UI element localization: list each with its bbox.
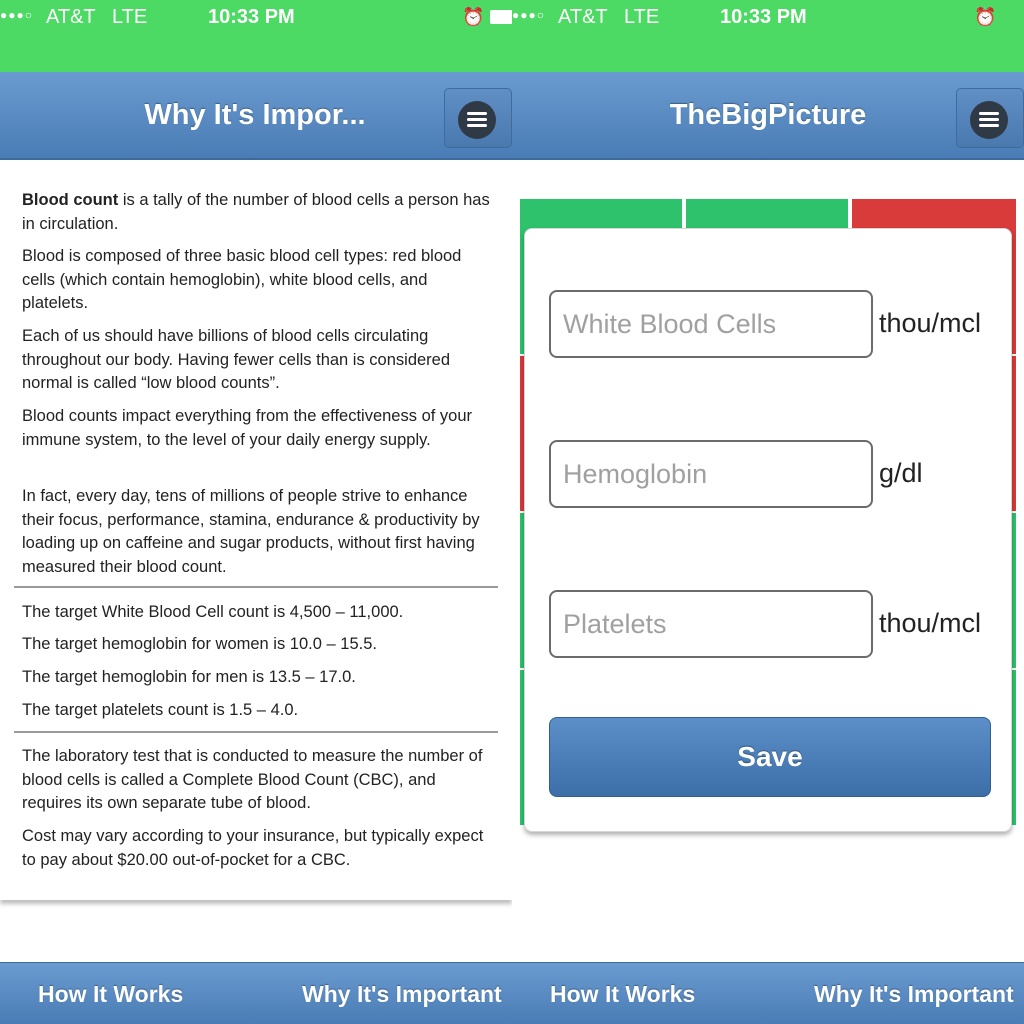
status-time: 10:33 PM bbox=[208, 6, 295, 28]
menu-button[interactable] bbox=[956, 88, 1024, 148]
platelets-unit-label: thou/mcl bbox=[879, 608, 982, 638]
tab-bar bbox=[0, 962, 512, 1024]
alarm-clock-icon: ⏰ bbox=[974, 7, 997, 27]
header-bar bbox=[512, 72, 1024, 160]
target-hemoglobin-women: The target hemoglobin for women is 10.0 – 15.5. bbox=[22, 635, 377, 653]
big-picture-screen bbox=[512, 0, 1024, 1024]
paragraph-blood-count bbox=[22, 189, 492, 236]
paragraph-impact: Blood counts impact everything from the effectiveness of your immune system, to the level of your daily energy supply. bbox=[22, 407, 473, 449]
wbc-unit-label: thou/mcl bbox=[879, 308, 982, 338]
carrier-label: AT&T bbox=[46, 6, 96, 28]
divider bbox=[14, 586, 498, 588]
alarm-clock-icon: ⏰ bbox=[462, 7, 485, 27]
save-button[interactable]: Save bbox=[549, 717, 991, 797]
menu-button[interactable] bbox=[444, 88, 512, 148]
tab-bar bbox=[512, 962, 1024, 1024]
page-title: TheBigPicture bbox=[669, 99, 867, 131]
white-blood-cells-input[interactable] bbox=[549, 290, 873, 358]
header-bar bbox=[0, 72, 512, 160]
signal-strength-icon: ●●●○ bbox=[512, 8, 545, 22]
network-label: LTE bbox=[624, 6, 660, 28]
hemoglobin-input[interactable] bbox=[549, 440, 873, 508]
network-label: LTE bbox=[112, 6, 148, 28]
target-wbc: The target White Blood Cell count is 4,500 – 11,000. bbox=[22, 603, 404, 621]
paragraph-cbc: The laboratory test that is conducted to measure the number of blood cells is called a Complete Blood Count (CBC), and requires its own separate tube of blood. bbox=[22, 747, 483, 812]
target-hemoglobin-men: The target hemoglobin for men is 13.5 – 17.0. bbox=[22, 668, 356, 686]
tab-how-it-works[interactable]: How It Works bbox=[38, 981, 184, 1007]
target-platelets: The target platelets count is 1.5 – 4.0. bbox=[22, 701, 299, 719]
paragraph-billions: Each of us should have billions of blood cells circulating throughout our body. Having fewer cells than is considered normal is called “low blood counts”. bbox=[22, 327, 451, 392]
paragraph-cell-types: Blood is composed of three basic blood cell types: red blood cells (which contain hemoglobin), white blood cells, and platelets. bbox=[22, 247, 462, 312]
carrier-label: AT&T bbox=[558, 6, 608, 28]
tab-why-its-important[interactable]: Why It's Important bbox=[814, 981, 1014, 1007]
battery-icon bbox=[490, 10, 512, 24]
page-title: Why It's Impor... bbox=[144, 99, 366, 131]
blood-count-term: Blood count bbox=[22, 191, 119, 209]
tab-how-it-works[interactable]: How It Works bbox=[550, 981, 696, 1007]
platelets-input[interactable] bbox=[549, 590, 873, 658]
divider bbox=[14, 731, 498, 733]
hamburger-menu-icon bbox=[458, 101, 496, 139]
paragraph-cost: Cost may vary according to your insurance, but typically expect to pay about $20.00 out-of-pocket for a CBC. bbox=[22, 827, 484, 869]
tab-why-its-important[interactable]: Why It's Important bbox=[302, 981, 502, 1007]
signal-strength-icon: ●●●○ bbox=[0, 8, 33, 22]
status-bar bbox=[512, 0, 1024, 72]
status-time: 10:33 PM bbox=[720, 6, 807, 28]
paragraph-caffeine: In fact, every day, tens of millions of people strive to enhance their focus, performance, stamina, endurance & productivity by loading up on caffeine and sugar products, without first having measured their blood count. bbox=[22, 487, 480, 576]
hamburger-menu-icon bbox=[970, 101, 1008, 139]
blood-count-form bbox=[524, 228, 1012, 832]
blood-count-definition: is a tally of the number of blood cells a person has in circulation. bbox=[22, 191, 490, 233]
article-content bbox=[0, 160, 512, 900]
status-bar bbox=[0, 0, 512, 72]
hemoglobin-unit-label: g/dl bbox=[879, 458, 923, 488]
